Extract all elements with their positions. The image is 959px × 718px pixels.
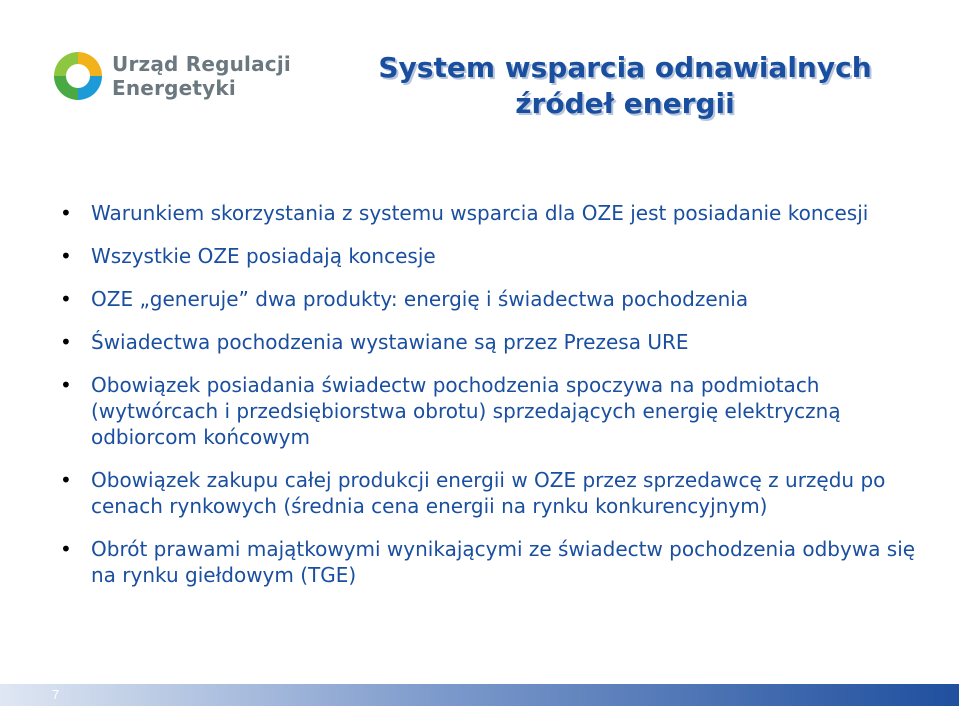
logo-text: [112, 52, 291, 100]
bullet-item: • Świadectwa pochodzenia wystawiane są przez Prezesa URE: [60, 329, 920, 355]
slide-title-line-1: System wsparcia odnawialnych: [378, 51, 872, 84]
bullet-item: • Obowiązek posiadania świadectw pochodzenia spoczywa na podmiotach (wytwórcach i przedsiębiorstwa obrotu) sprzedających energię elektryczną odbiorcom końcowym: [60, 372, 920, 450]
slide-title-line-2: źródeł energii: [515, 87, 735, 120]
bullet-item: • OZE „generuje” dwa produkty: energię i świadectwa pochodzenia: [60, 286, 920, 312]
bullet-item: • Wszystkie OZE posiadają koncesje: [60, 243, 920, 269]
ure-logo: [50, 48, 291, 104]
bullet-list: [60, 200, 920, 605]
footer-bar: [0, 684, 959, 706]
slide-title: [365, 50, 885, 122]
logo-text-line-2: Energetyki: [112, 76, 236, 100]
logo-text-line-1: Urząd Regulacji: [112, 52, 291, 76]
bullet-item: • Warunkiem skorzystania z systemu wsparcia dla OZE jest posiadanie koncesji: [60, 200, 920, 226]
slide-number: 7: [52, 687, 60, 702]
bullet-item: • Obowiązek zakupu całej produkcji energii w OZE przez sprzedawcę z urzędu po cenach rynkowych (średnia cena energii na rynku konkurencyjnym): [60, 467, 920, 519]
ure-logo-icon: [50, 48, 106, 104]
bullet-item: • Obrót prawami majątkowymi wynikającymi ze świadectw pochodzenia odbywa się na rynku giełdowym (TGE): [60, 536, 920, 588]
